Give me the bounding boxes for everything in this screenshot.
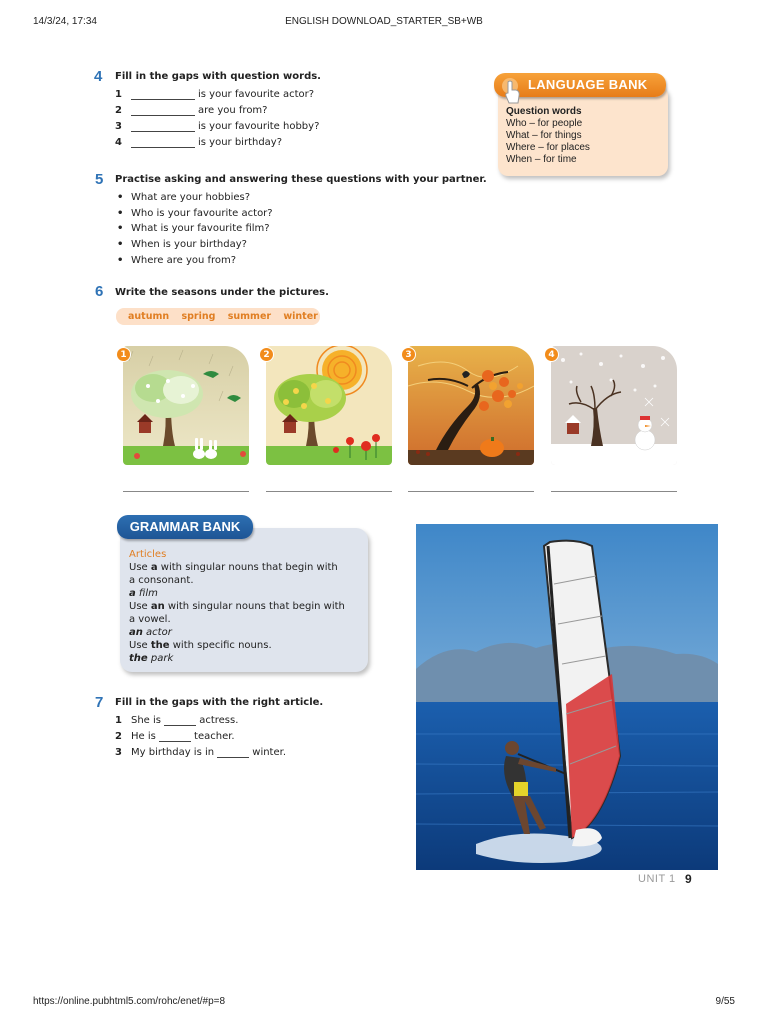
grammar-rule-the: Use the with specific nouns.	[129, 640, 272, 651]
exercise-5-number: 5	[95, 171, 104, 188]
language-bank-line: Who – for people	[506, 118, 583, 129]
answer-line[interactable]	[551, 491, 677, 492]
grammar-rule-a: Use a with singular nouns that begin with	[129, 562, 338, 573]
exercise-7-item-3: 3 My birthday is in winter.	[115, 747, 287, 758]
list-item: • Who is your favourite actor?	[131, 208, 273, 219]
page-number: 9	[685, 872, 692, 886]
unit-label: UNIT 1	[638, 873, 676, 885]
exercise-7-item-2: 2 He is teacher.	[115, 731, 235, 742]
language-bank-line: When – for time	[506, 154, 577, 165]
season-picture-1	[123, 346, 249, 465]
grammar-example-an: an actor	[129, 627, 172, 638]
answer-line[interactable]	[266, 491, 392, 492]
exercise-4-item-1: 1 is your favourite actor?	[115, 89, 315, 100]
season-picture-2	[266, 346, 392, 465]
grammar-rule-an: Use an with singular nouns that begin with	[129, 601, 345, 612]
picture-number-badge: 2	[259, 347, 274, 362]
picture-number-badge: 4	[544, 347, 559, 362]
list-item: • When is your birthday?	[131, 239, 247, 250]
grammar-bank-title: GRAMMAR BANK	[117, 515, 253, 539]
print-datetime: 14/3/24, 17:34	[33, 16, 97, 27]
list-item: • What is your favourite film?	[131, 223, 270, 234]
answer-gap[interactable]	[131, 139, 195, 148]
exercise-4-number: 4	[94, 68, 103, 85]
answer-line[interactable]	[123, 491, 249, 492]
word-winter: winter	[283, 311, 318, 322]
answer-gap[interactable]	[217, 749, 249, 758]
exercise-6-number: 6	[95, 283, 104, 300]
answer-gap[interactable]	[131, 123, 195, 132]
word-summer: summer	[227, 311, 272, 322]
grammar-bank-content	[129, 548, 345, 665]
word-autumn: autumn	[128, 311, 170, 322]
answer-line[interactable]	[408, 491, 534, 492]
language-bank-line: What – for things	[506, 130, 582, 141]
season-picture-4	[551, 346, 677, 465]
pointing-hand-icon	[500, 76, 524, 106]
word-spring: spring	[181, 311, 216, 322]
exercise-7-item-1: 1 She is actress.	[115, 715, 239, 726]
grammar-example-the: the park	[129, 653, 174, 664]
exercise-7-title: Fill in the gaps with the right article.	[115, 697, 324, 708]
answer-gap[interactable]	[164, 717, 196, 726]
answer-gap[interactable]	[159, 733, 191, 742]
document-title: ENGLISH DOWNLOAD_STARTER_SB+WB	[285, 16, 483, 27]
list-item: • Where are you from?	[131, 255, 236, 266]
grammar-rule-a-cont: a consonant.	[129, 575, 194, 586]
page-counter: 9/55	[715, 996, 735, 1007]
page-url[interactable]: https://online.pubhtml5.com/rohc/enet/#p=8	[33, 996, 226, 1007]
answer-gap[interactable]	[131, 91, 195, 100]
season-picture-3	[408, 346, 534, 465]
grammar-example-a: a film	[129, 588, 158, 599]
exercise-7-number: 7	[95, 694, 104, 711]
windsurfing-photo	[416, 524, 718, 870]
grammar-bank-heading: Articles	[129, 549, 167, 560]
exercise-4-item-3: 3 is your favourite hobby?	[115, 121, 320, 132]
exercise-4-item-2: 2 are you from?	[115, 105, 268, 116]
answer-gap[interactable]	[131, 107, 195, 116]
language-bank-heading: Question words	[506, 106, 582, 117]
exercise-4-item-4: 4 is your birthday?	[115, 137, 283, 148]
grammar-rule-an-cont: a vowel.	[129, 614, 171, 625]
language-bank-title: LANGUAGE BANK	[494, 73, 666, 97]
picture-number-badge: 1	[116, 347, 131, 362]
picture-number-badge: 3	[401, 347, 416, 362]
exercise-5-title: Practise asking and answering these questions with your partner.	[115, 174, 487, 185]
list-item: • What are your hobbies?	[131, 192, 250, 203]
language-bank-line: Where – for places	[506, 142, 590, 153]
exercise-4-title: Fill in the gaps with question words.	[115, 71, 321, 82]
season-word-box	[116, 308, 320, 325]
exercise-6-title: Write the seasons under the pictures.	[115, 287, 329, 298]
